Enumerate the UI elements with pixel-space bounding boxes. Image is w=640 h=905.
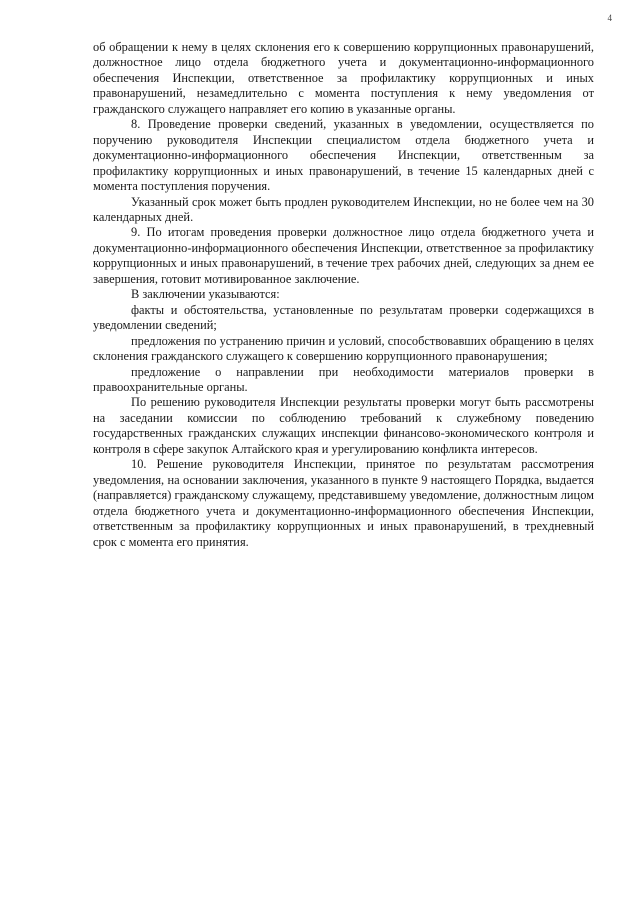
- paragraph-item-9: 9. По итогам проведения проверки должностное лицо отдела бюджетного учета и документационно-информационного обеспечения Инспекции, ответственное за профилактику коррупционных и иных правонарушений, в течение трех рабочих дней, следующих за днем ее завершения, готовит мотивированное заключение.: [93, 225, 594, 286]
- paragraph-term-extension: Указанный срок может быть продлен руководителем Инспекции, но не более чем на 30 календарных дней.: [93, 194, 594, 224]
- paragraph-conclusion-proposals: предложения по устранению причин и условий, способствовавших обращению в целях склонения гражданского служащего к совершению коррупционного правонарушения;: [93, 333, 594, 364]
- paragraph-commission-review: По решению руководителя Инспекции результаты проверки могут быть рассмотрены на заседании комиссии по соблюдению требований к служебному поведению государственных гражданских служащих инспекции финансово-экономического контроля и контроля в сфере закупок Алтайского края и урегулированию конфликта интересов.: [93, 395, 594, 456]
- document-body: [93, 40, 594, 550]
- paragraph-item-8: 8. Проведение проверки сведений, указанных в уведомлении, осуществляется по поручению руководителя Инспекции специалистом отдела бюджетного учета и документационно-информационного обеспечения Инспекции, ответственным за профилактику коррупционных и иных правонарушений, в течение 15 календарных дней с момента поступления поручения.: [93, 117, 594, 194]
- paragraph-conclusion-intro: В заключении указываются:: [131, 287, 280, 302]
- paragraph-continuation: об обращении к нему в целях склонения его к совершению коррупционных правонарушений, должностное лицо отдела бюджетного учета и документационно-информационного обеспечения Инспекции, ответственное за профилактику коррупционных и иных правонарушений, незамедлительно с момента поступления к нему уведомления от гражданского служащего направляет его копию в указанные органы.: [93, 40, 594, 116]
- paragraph-conclusion-referral: предложение о направлении при необходимости материалов проверки в правоохранительные органы.: [93, 364, 594, 394]
- paragraph-item-10: 10. Решение руководителя Инспекции, принятое по результатам рассмотрения уведомления, на основании заключения, указанного в пункте 9 настоящего Порядка, выдается (направляется) гражданскому служащему, представившему уведомление, должностным лицом отдела бюджетного учета и документационно-информационного обеспечения Инспекции, ответственным за профилактику коррупционных и иных правонарушений, в трехдневный срок с момента его принятия.: [93, 457, 594, 549]
- paragraph-conclusion-facts: факты и обстоятельства, установленные по результатам проверки содержащихся в уведомлении сведений;: [93, 302, 594, 333]
- page-number: 4: [607, 13, 612, 23]
